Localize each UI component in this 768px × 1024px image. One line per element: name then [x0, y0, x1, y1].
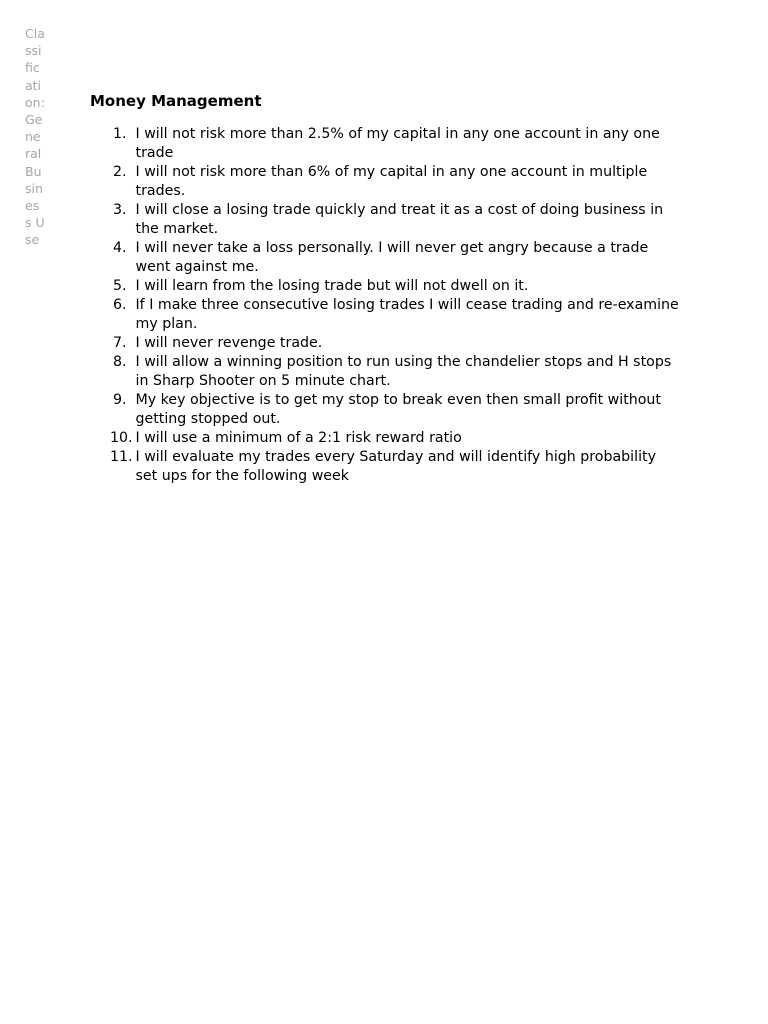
rule-item-10 — [90, 429, 680, 448]
rule-item-7 — [90, 334, 680, 353]
rule-text: If I make three consecutive losing trades I will cease trading and re-examine my plan. — [135, 297, 679, 332]
rule-item-4 — [90, 239, 680, 277]
rule-text: I will never revenge trade. — [135, 335, 323, 351]
rule-text: I will evaluate my trades every Saturday and will identify high probability set ups for the following week — [135, 449, 656, 484]
rule-number: 4. — [113, 240, 127, 256]
rule-number: 8. — [113, 354, 127, 370]
rule-item-2 — [90, 163, 680, 201]
rule-text: I will allow a winning position to run using the chandelier stops and H stops in Sharp Shooter on 5 minute chart. — [135, 354, 672, 389]
rule-number: 6. — [113, 297, 127, 313]
rule-number: 9. — [113, 392, 127, 408]
rule-number: 11. — [110, 449, 133, 465]
rule-number: 7. — [113, 335, 127, 351]
rule-item-3 — [90, 201, 680, 239]
rule-item-6 — [90, 296, 680, 334]
rule-item-1 — [90, 125, 680, 163]
rule-item-9 — [90, 391, 680, 429]
rule-item-5 — [90, 277, 680, 296]
rule-text: I will learn from the losing trade but will not dwell on it. — [135, 278, 529, 294]
money-management-rules-list — [90, 125, 680, 486]
rule-item-8 — [90, 353, 680, 391]
classification-label: Classification: General Business Use — [25, 26, 45, 248]
rule-number: 10. — [110, 430, 133, 446]
rule-text: I will close a losing trade quickly and treat it as a cost of doing business in the market. — [135, 202, 664, 237]
rule-text: My key objective is to get my stop to break even then small profit without getting stopped out. — [135, 392, 661, 427]
rule-text: I will not risk more than 6% of my capital in any one account in multiple trades. — [135, 164, 648, 199]
rule-item-11 — [90, 448, 680, 486]
rule-text: I will use a minimum of a 2:1 risk reward ratio — [135, 430, 462, 446]
rule-number: 3. — [113, 202, 127, 218]
rule-number: 5. — [113, 278, 127, 294]
rule-number: 2. — [113, 164, 127, 180]
rule-text: I will never take a loss personally. I will never get angry because a trade went against me. — [135, 240, 649, 275]
rule-text: I will not risk more than 2.5% of my capital in any one account in any one trade — [135, 126, 660, 161]
rule-number: 1. — [113, 126, 127, 142]
page-title: Money Management — [90, 92, 262, 110]
